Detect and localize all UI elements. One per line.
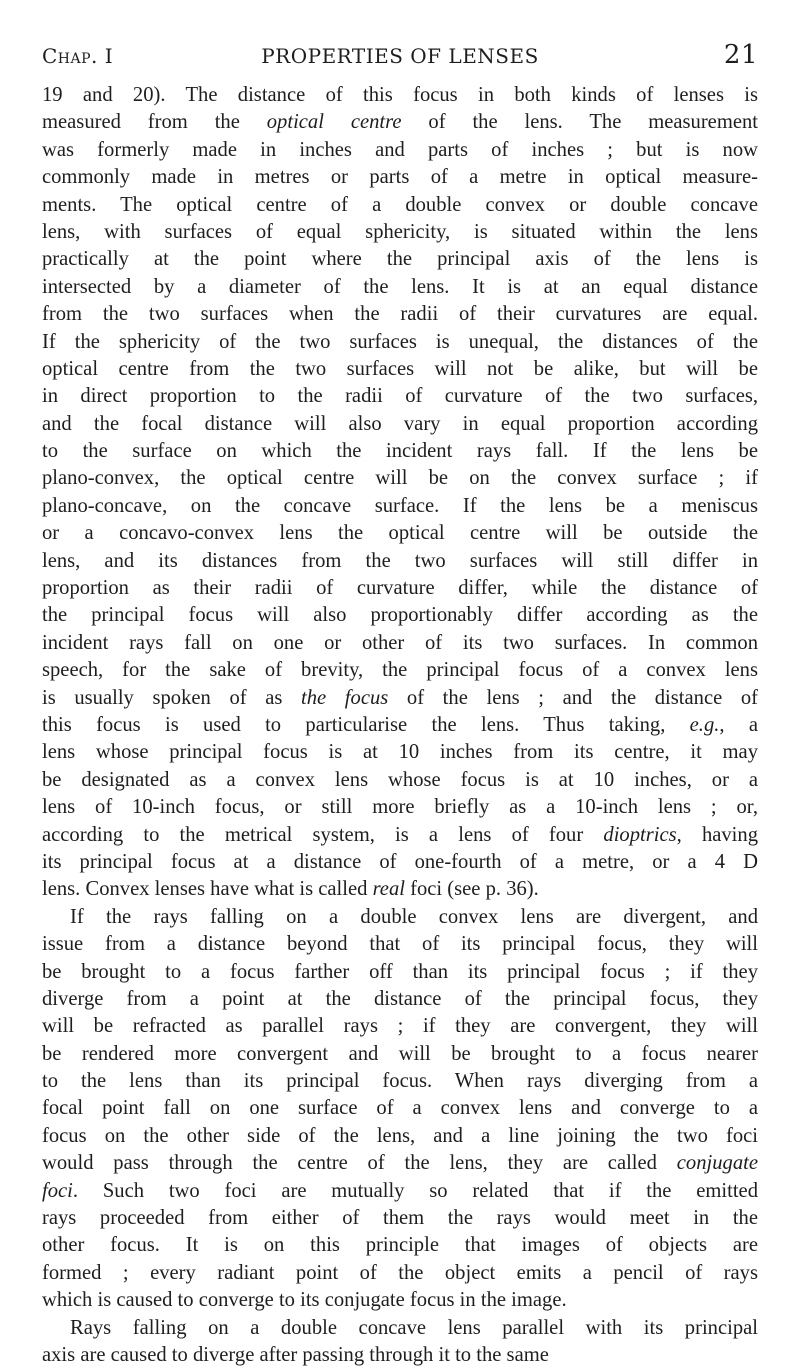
text-line: other focus. It is on this principle that images of objects are <box>42 1234 758 1257</box>
text-line: optical centre from the two surfaces will not be alike, but will be <box>42 357 758 380</box>
text-line: If the sphericity of the two surfaces is unequal, the distances of the <box>42 330 758 353</box>
chapter-title: PROPERTIES OF LENSES <box>261 44 539 68</box>
text-line: focal point fall on one surface of a convex lens and converge to a <box>42 1097 758 1120</box>
text-line: be rendered more convergent and will be brought to a focus nearer <box>42 1042 758 1065</box>
text-line: Rays falling on a double concave lens parallel with its principal <box>70 1316 758 1339</box>
text-line: be designated as a convex lens whose focus is at 10 inches, or a <box>42 768 758 791</box>
page-number: 21 <box>723 40 758 70</box>
text-line: incident rays fall on one or other of its two surfaces. In common <box>42 631 758 654</box>
text-line: speech, for the sake of brevity, the principal focus of a convex lens <box>42 659 758 682</box>
text-line: its principal focus at a distance of one-fourth of a metre, or a 4 D <box>42 850 758 873</box>
text-line: rays proceeded from either of them the rays would meet in the <box>42 1207 758 1230</box>
text-line: measured from the optical centre of the lens. The measurement <box>42 111 758 134</box>
text-line: in direct proportion to the radii of curvature of the two surfaces, <box>42 385 758 408</box>
text-line: foci. Such two foci are mutually so related that if the emitted <box>42 1179 758 1202</box>
text-line: issue from a distance beyond that of its principal focus, they will <box>42 933 758 956</box>
text-line: plano-concave, on the concave surface. If the lens be a meniscus <box>42 494 758 517</box>
text-line: the principal focus will also proportionably differ according as the <box>42 604 758 627</box>
text-line: to the lens than its principal focus. When rays diverging from a <box>42 1070 758 1093</box>
running-header <box>42 40 758 70</box>
text-line: diverge from a point at the distance of the principal focus, they <box>42 987 758 1010</box>
text-line: to the surface on which the incident rays fall. If the lens be <box>42 440 758 463</box>
paragraph <box>42 1315 758 1369</box>
text-line: formed ; every radiant point of the object emits a pencil of rays <box>42 1261 758 1284</box>
text-line: which is caused to converge to its conjugate focus in the image. <box>42 1289 567 1312</box>
text-line: If the rays falling on a double convex lens are divergent, and <box>70 905 758 928</box>
text-line: commonly made in metres or parts of a metre in optical measure- <box>42 166 758 189</box>
text-line: be brought to a focus farther off than its principal focus ; if they <box>42 960 758 983</box>
text-line: or a concavo-convex lens the optical centre will be outside the <box>42 522 758 545</box>
text-line: intersected by a diameter of the lens. It is at an equal distance <box>42 275 758 298</box>
text-line: lens whose principal focus is at 10 inches from its centre, it may <box>42 741 758 764</box>
text-line: and the focal distance will also vary in equal proportion according <box>42 412 758 435</box>
text-line: lens, with surfaces of equal sphericity, is situated within the lens <box>42 220 758 243</box>
text-line: was formerly made in inches and parts of inches ; but is now <box>42 138 758 161</box>
text-line: lens of 10-inch focus, or still more briefly as a 10-inch lens ; or, <box>42 796 758 819</box>
text-line: according to the metrical system, is a lens of four dioptrics, having <box>42 823 758 846</box>
text-line: would pass through the centre of the lens, they are called conjugate <box>42 1152 758 1175</box>
paragraph <box>42 82 758 904</box>
chapter-label: Chap. I <box>42 44 114 68</box>
text-line: from the two surfaces when the radii of their curvatures are equal. <box>42 303 758 326</box>
text-line: axis are caused to diverge after passing through it to the same <box>42 1343 549 1366</box>
text-line: is usually spoken of as the focus of the lens ; and the distance of <box>42 686 758 709</box>
text-line: lens, and its distances from the two surfaces will still differ in <box>42 549 758 572</box>
text-line: will be refracted as parallel rays ; if they are convergent, they will <box>42 1015 758 1038</box>
text-line: proportion as their radii of curvature differ, while the distance of <box>42 577 758 600</box>
body-text <box>42 82 758 1369</box>
text-line: practically at the point where the principal axis of the lens is <box>42 248 758 271</box>
text-line: 19 and 20). The distance of this focus in both kinds of lenses is <box>42 84 758 106</box>
text-line: lens. Convex lenses have what is called real foci (see p. 36). <box>42 878 539 901</box>
text-line: this focus is used to particularise the lens. Thus taking, e.g., a <box>42 713 758 736</box>
text-line: plano-convex, the optical centre will be on the convex surface ; if <box>42 467 758 490</box>
text-line: focus on the other side of the lens, and a line joining the two foci <box>42 1124 758 1147</box>
text-line: ments. The optical centre of a double convex or double concave <box>42 193 758 216</box>
paragraph <box>42 904 758 1315</box>
